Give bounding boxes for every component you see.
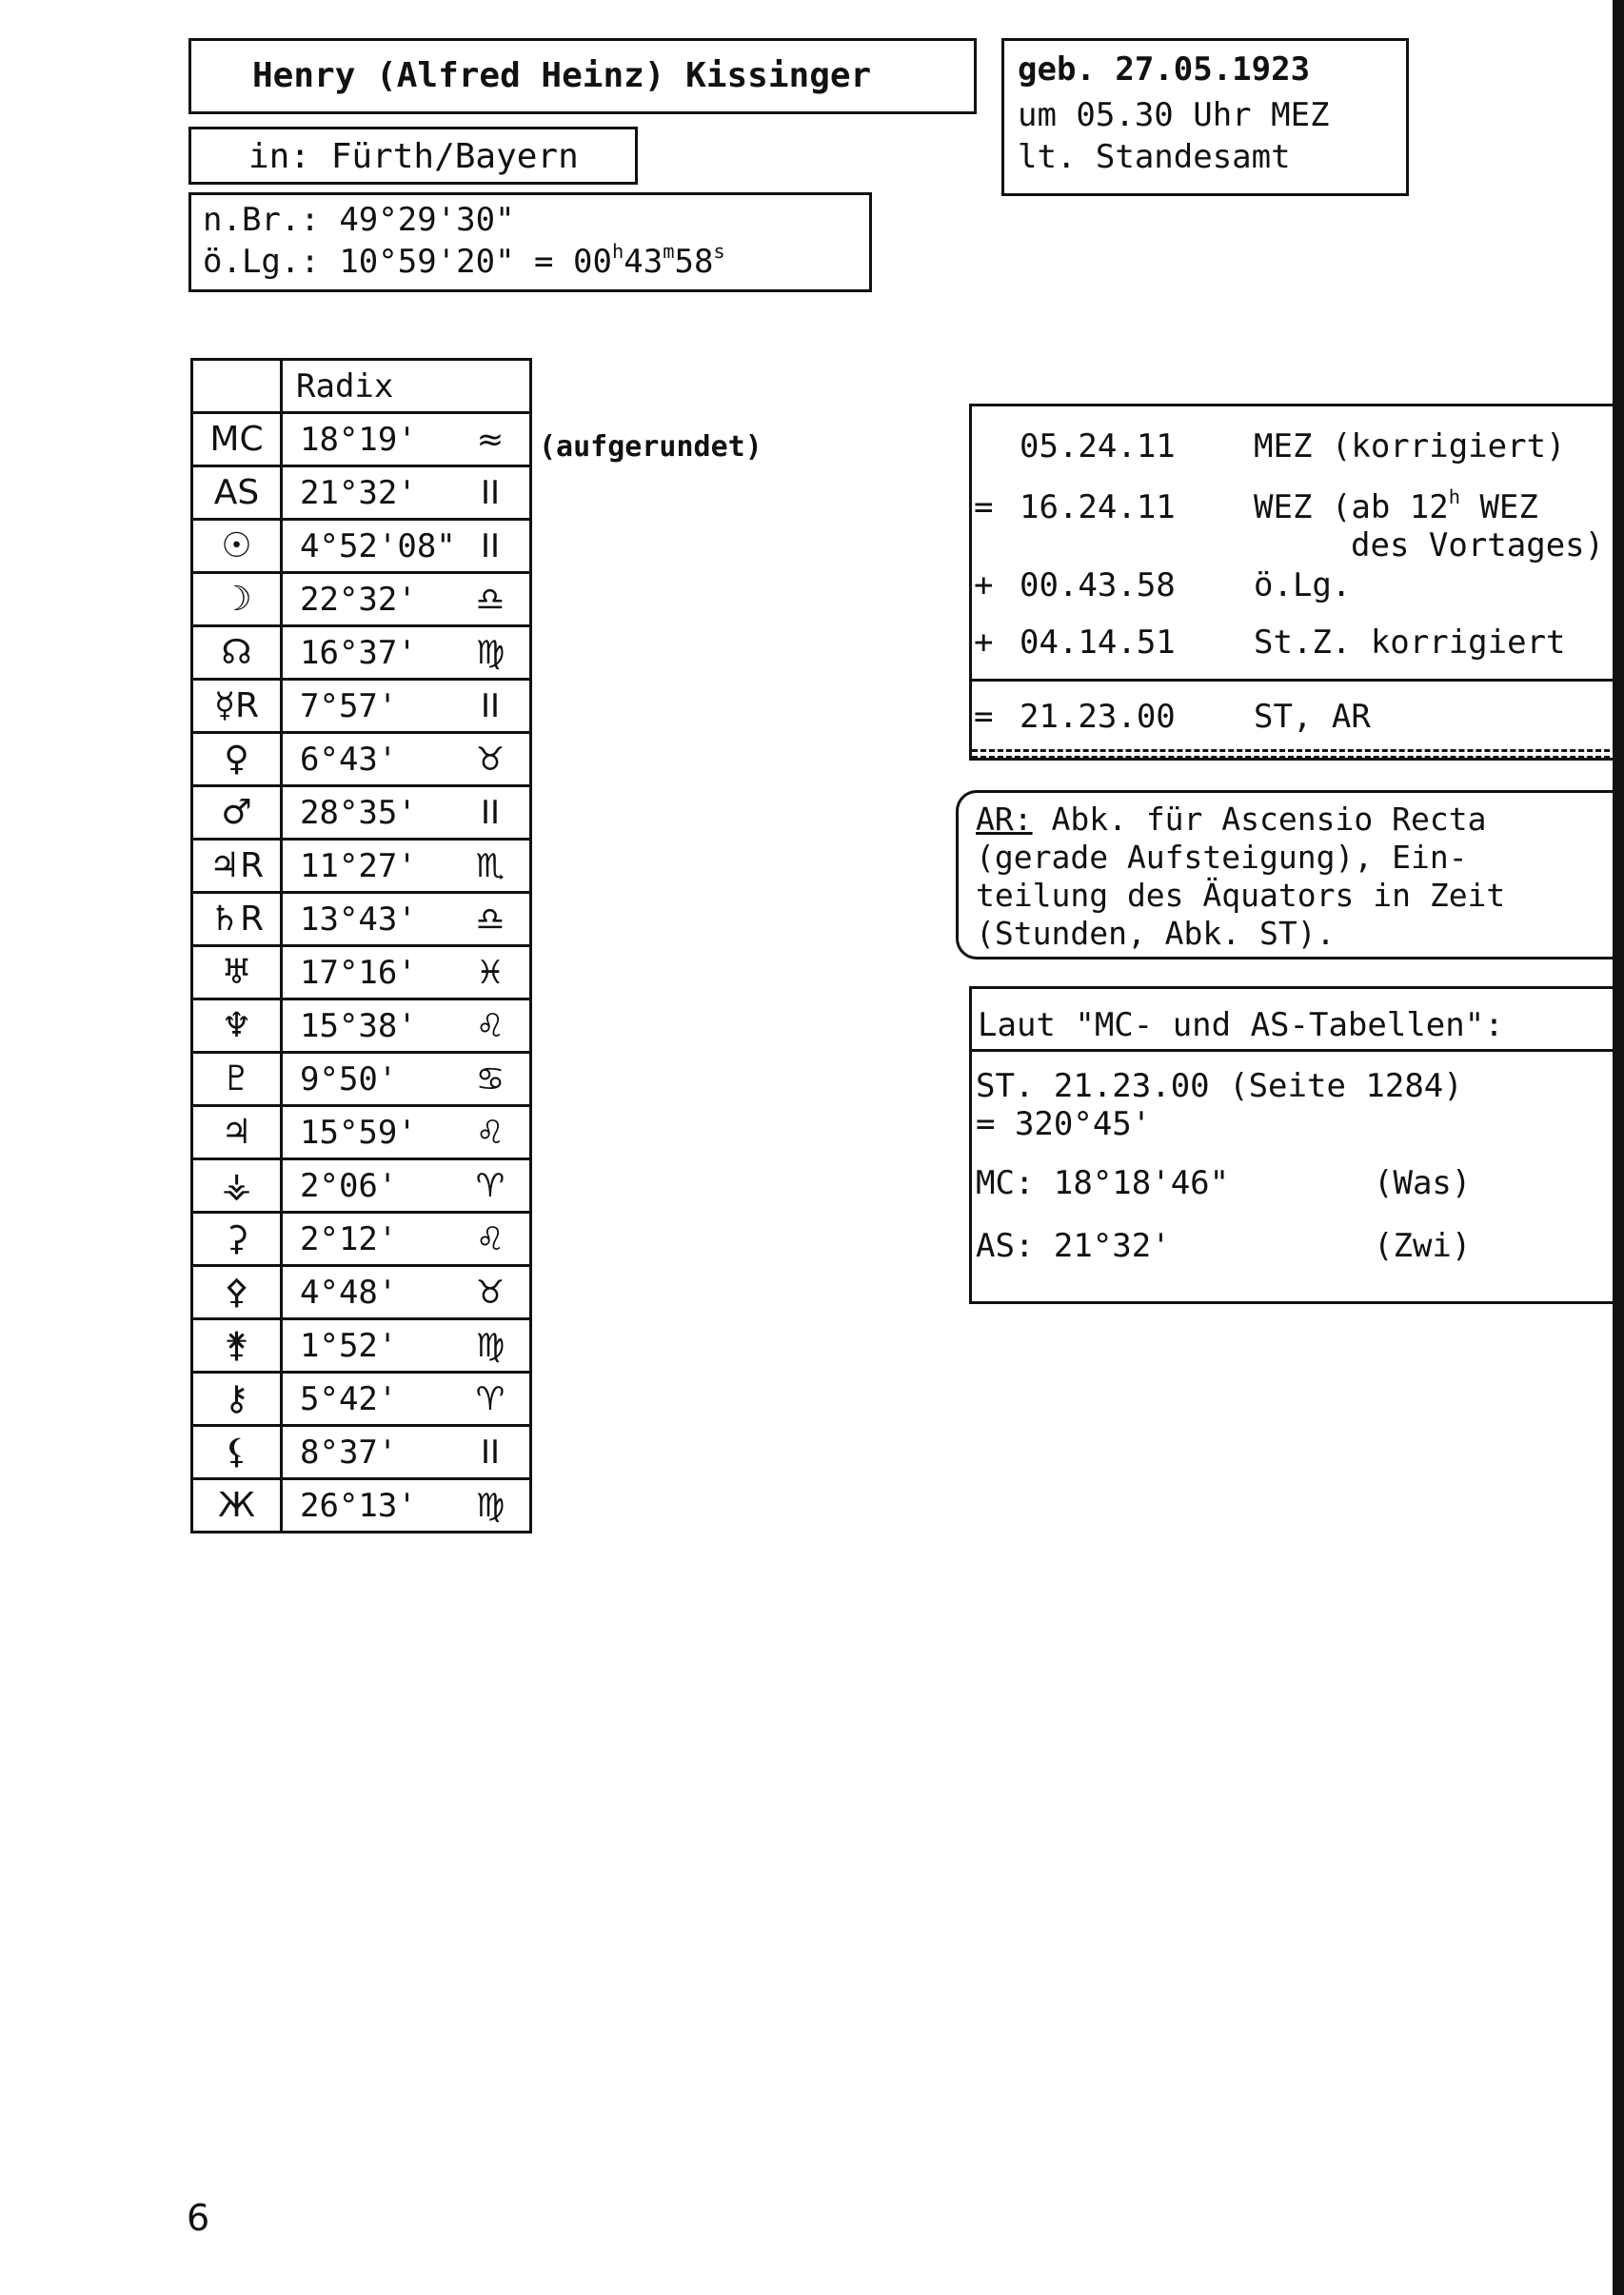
planet-position: [282, 413, 531, 466]
tables-mc-sign: (Was): [1374, 1164, 1472, 1202]
planet-symbol-icon: ☊: [192, 626, 282, 680]
tables-box: [969, 986, 1624, 1304]
ar-line-2: (gerade Aufsteigung), Ein-: [976, 839, 1468, 876]
radix-header: Radix: [282, 360, 531, 413]
planet-symbol-icon: ⚸: [192, 1426, 282, 1479]
planet-symbol-icon: ♄R: [192, 893, 282, 946]
radix-row: [192, 1479, 531, 1533]
planet-symbol-icon: AS: [192, 466, 282, 520]
position-degrees: 18°19': [300, 420, 417, 459]
planet-symbol-icon: ⚷: [192, 1373, 282, 1426]
planet-position: [282, 733, 531, 786]
radix-row: [192, 1426, 531, 1479]
planet-symbol-icon: ☿R: [192, 680, 282, 733]
planet-position: [282, 1053, 531, 1106]
position-degrees: 9°50': [300, 1059, 398, 1098]
planet-symbol-icon: ♃: [192, 1106, 282, 1159]
position-degrees: 7°57': [300, 686, 398, 725]
zodiac-sign-icon: II: [480, 686, 501, 725]
time-calculation-box: 05.24.11 MEZ (korrigiert) = 16.24.11 WEZ (ab 12$^h$ WEZ des Vortages) + 00.43.58 ö.Lg. + 04.14.51 St.Z. korrigiert = 21.23.00 ST, AR: [969, 404, 1624, 761]
birth-date: geb. 27.05.1923: [1018, 50, 1311, 89]
zodiac-sign-icon: ♎: [475, 900, 505, 939]
birth-place: in: Fürth/Bayern: [248, 137, 579, 176]
radix-row: [192, 786, 531, 840]
zodiac-sign-icon: ♍: [475, 1326, 505, 1365]
zodiac-sign-icon: ♓: [475, 953, 505, 992]
planet-position: [282, 840, 531, 893]
zodiac-sign-icon: ♈: [475, 1166, 505, 1205]
position-degrees: 22°32': [300, 580, 417, 619]
position-degrees: 11°27': [300, 846, 417, 885]
tables-header-text: Laut "MC- und AS-Tabellen":: [978, 1006, 1504, 1044]
radix-row: [192, 1266, 531, 1319]
radix-row: [192, 1106, 531, 1159]
planet-symbol-icon: ♇: [192, 1053, 282, 1106]
position-degrees: 21°32': [300, 473, 417, 512]
radix-row: [192, 626, 531, 680]
radix-row: [192, 999, 531, 1053]
planet-position: [282, 573, 531, 626]
radix-row: [192, 733, 531, 786]
planet-symbol-icon: Ж: [192, 1479, 282, 1533]
position-degrees: 4°48': [300, 1273, 398, 1312]
planet-position: [282, 1479, 531, 1533]
position-degrees: 2°12': [300, 1219, 398, 1258]
zodiac-sign-icon: ♌: [475, 1006, 505, 1045]
latitude-value: 49°29'30": [339, 201, 515, 239]
tables-header: [972, 989, 1624, 1052]
zodiac-sign-icon: ♋: [475, 1059, 505, 1098]
planet-symbol-icon: ♆: [192, 999, 282, 1053]
position-degrees: 5°42': [300, 1379, 398, 1418]
longitude-line: [203, 239, 725, 281]
tables-mc: MC: 18°18'46": [976, 1164, 1230, 1202]
radix-header-empty: [192, 360, 282, 413]
planet-position: [282, 520, 531, 573]
position-degrees: 4°52'08": [300, 526, 456, 565]
zodiac-sign-icon: II: [480, 526, 501, 565]
planet-position: [282, 1159, 531, 1213]
planet-position: [282, 786, 531, 840]
zodiac-sign-icon: ♌: [475, 1219, 505, 1258]
position-degrees: 8°37': [300, 1433, 398, 1472]
planet-position: [282, 680, 531, 733]
position-degrees: 13°43': [300, 900, 417, 939]
zodiac-sign-icon: ♏: [475, 846, 505, 885]
birth-data-box: [1001, 38, 1409, 196]
position-degrees: 26°13': [300, 1486, 417, 1525]
radix-row: [192, 946, 531, 999]
zodiac-sign-icon: ♍: [475, 1486, 505, 1525]
radix-row: [192, 680, 531, 733]
planet-position: [282, 1106, 531, 1159]
radix-header-row: [192, 360, 531, 413]
position-degrees: 15°59': [300, 1113, 417, 1152]
ar-line-1: AR: Abk. für Ascensio Recta: [976, 801, 1487, 838]
birth-time: um 05.30 Uhr MEZ: [1018, 96, 1330, 134]
radix-row: [192, 1213, 531, 1266]
birth-source: lt. Standesamt: [1018, 138, 1291, 176]
calc-double-underline: [972, 749, 1624, 759]
ar-definition-box: [956, 790, 1624, 960]
zodiac-sign-icon: II: [480, 1433, 501, 1472]
planet-position: [282, 946, 531, 999]
planet-symbol-icon: ☽: [192, 573, 282, 626]
planet-position: [282, 1426, 531, 1479]
zodiac-sign-icon: ♉: [475, 1273, 505, 1312]
longitude-equals: =: [534, 243, 554, 281]
position-degrees: 16°37': [300, 633, 417, 672]
planet-symbol-icon: MC: [192, 413, 282, 466]
planet-symbol-icon: ♂: [192, 786, 282, 840]
zodiac-sign-icon: ♍: [475, 633, 505, 672]
radix-row: [192, 573, 531, 626]
radix-row: [192, 520, 531, 573]
tables-st-line: ST. 21.23.00 (Seite 1284): [976, 1067, 1463, 1105]
radix-row: [192, 1373, 531, 1426]
position-degrees: 15°38': [300, 1006, 417, 1045]
zodiac-sign-icon: ≈: [476, 420, 505, 459]
radix-row: [192, 893, 531, 946]
planet-position: [282, 893, 531, 946]
zodiac-sign-icon: ♌: [475, 1113, 505, 1152]
ar-line-3: teilung des Äquators in Zeit: [976, 877, 1506, 914]
radix-row: [192, 1319, 531, 1373]
planet-symbol-icon: ♀: [192, 733, 282, 786]
radix-row: [192, 840, 531, 893]
radix-table: [190, 358, 532, 1533]
rounding-note: (aufgerundet): [539, 430, 762, 464]
zodiac-sign-icon: ♉: [475, 740, 505, 779]
radix-row: [192, 1159, 531, 1213]
ar-line-4: (Stunden, Abk. ST).: [976, 915, 1336, 952]
longitude-value: 10°59'20": [339, 243, 515, 281]
planet-symbol-icon: ⚶: [192, 1159, 282, 1213]
latitude-line: [203, 201, 515, 239]
tables-degree-line: = 320°45': [976, 1105, 1152, 1143]
position-degrees: 2°06': [300, 1166, 398, 1205]
planet-symbol-icon: ⚳: [192, 1213, 282, 1266]
zodiac-sign-icon: ♈: [475, 1379, 505, 1418]
coordinates-box: [188, 192, 872, 292]
tables-as-sign: (Zwi): [1374, 1227, 1472, 1265]
person-name: Henry (Alfred Heinz) Kissinger: [252, 56, 872, 95]
place-box: [188, 127, 638, 185]
planet-symbol-icon: ⚴: [192, 1266, 282, 1319]
planet-symbol-icon: ☉: [192, 520, 282, 573]
position-degrees: 28°35': [300, 793, 417, 832]
radix-row: [192, 1053, 531, 1106]
page-number: 6: [187, 2197, 210, 2239]
planet-position: [282, 626, 531, 680]
planet-position: [282, 1373, 531, 1426]
planet-symbol-icon: ♃R: [192, 840, 282, 893]
position-degrees: 17°16': [300, 953, 417, 992]
tables-as: AS: 21°32': [976, 1227, 1171, 1265]
planet-symbol-icon: ⚵: [192, 1319, 282, 1373]
planet-position: [282, 466, 531, 520]
radix-row: [192, 413, 531, 466]
latitude-label: n.Br.:: [203, 201, 320, 239]
planet-position: [282, 1213, 531, 1266]
planet-position: [282, 1319, 531, 1373]
planet-position: [282, 999, 531, 1053]
zodiac-sign-icon: ♎: [475, 580, 505, 619]
longitude-label: ö.Lg.:: [203, 243, 320, 281]
longitude-time: 00$^h$43$^m$58$^s$: [573, 239, 725, 281]
position-degrees: 1°52': [300, 1326, 398, 1365]
planet-symbol-icon: ♅: [192, 946, 282, 999]
calc-separator: [972, 679, 1624, 682]
page-edge-shadow: [1613, 0, 1624, 2295]
radix-row: [192, 466, 531, 520]
planet-position: [282, 1266, 531, 1319]
zodiac-sign-icon: II: [480, 793, 501, 832]
zodiac-sign-icon: II: [480, 473, 501, 512]
position-degrees: 6°43': [300, 740, 398, 779]
name-box: [188, 38, 977, 114]
